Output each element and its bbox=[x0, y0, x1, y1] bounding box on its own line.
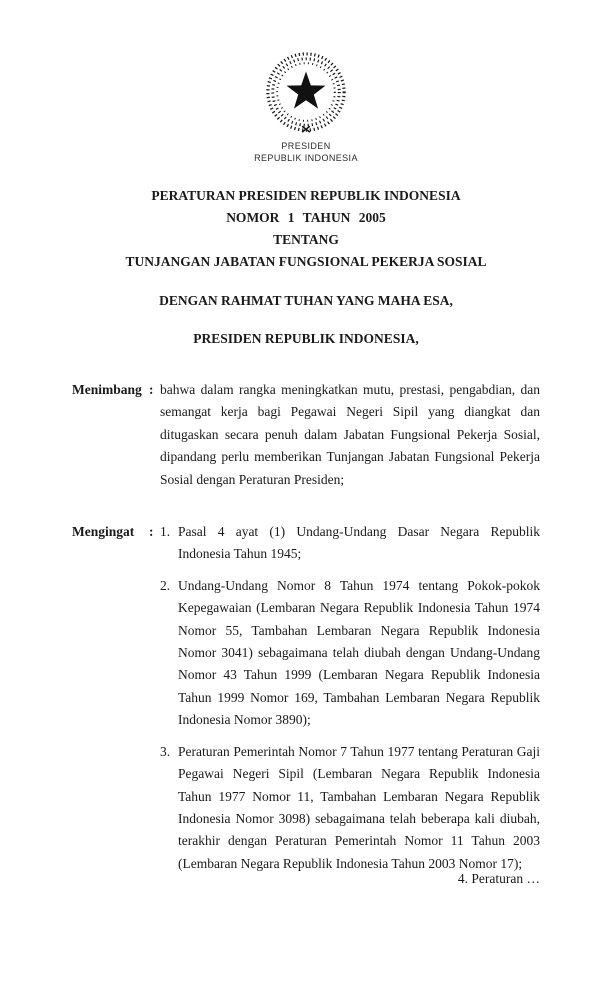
list-item bbox=[160, 575, 540, 732]
menimbang-colon: : bbox=[149, 382, 154, 397]
list-item-text: Undang-Undang Nomor 8 Tahun 1974 tentang Pokok-pokok Kepegawaian (Lembaran Negara Republik Indonesia Tahun 1974 Nomor 55, Tambahan Lembaran Negara Republik Indonesia Nomor 3041) sebagaimana telah diubah dengan Undang-Undang Nomor 43 Tahun 1999 (Lembaran Negara Republik Indonesia Tahun 1999 Nomor 169, Tambahan Lembaran Negara Republik Indonesia Nomor 3890); bbox=[178, 577, 540, 728]
menimbang-label-text: Menimbang bbox=[72, 382, 142, 397]
menimbang-body: bahwa dalam rangka meningkatkan mutu, prestasi, pengabdian, dan semangat kerja bagi Pegawai Negeri Sipil yang diangkat dan ditugaskan secara penuh dalam Jabatan Fungsional Pekerja Sosial, dipandang perlu memberikan Tunjangan Jabatan Fungsional Pekerja Sosial dengan Peraturan Presiden; bbox=[160, 382, 540, 487]
mengingat-label bbox=[72, 521, 160, 875]
header-caption-line2: REPUBLIK INDONESIA bbox=[254, 152, 358, 163]
list-item-text: Pasal 4 ayat (1) Undang-Undang Dasar Negara Republik Indonesia Tahun 1945; bbox=[178, 524, 540, 562]
header-caption-line1: PRESIDEN bbox=[281, 141, 331, 151]
list-item-text: Peraturan Pemerintah Nomor 7 Tahun 1977 tentang Peraturan Gaji Pegawai Negeri Sipil (Lembaran Negara Republik Indonesia Tahun 1977 Nomor 11, Tambahan Lembaran Negara Republik Indonesia Nomor 3098) sebagaimana telah beberapa kali diubah, terakhir dengan Peraturan Pemerintah Nomor 11 Tahun 2003 (Lembaran Negara Republik Indonesia Tahun 2003 Nomor 17); bbox=[178, 743, 540, 871]
list-item bbox=[160, 741, 540, 875]
title-line-tentang: TENTANG bbox=[273, 232, 339, 247]
list-item-number: 2. bbox=[160, 577, 171, 593]
catchword: 4. Peraturan … bbox=[457, 871, 540, 886]
title-block bbox=[0, 185, 612, 273]
section-mengingat bbox=[72, 521, 540, 875]
list-item-number: 1. bbox=[160, 524, 171, 540]
mengingat-label-text: Mengingat bbox=[72, 524, 135, 540]
title-line-number: NOMOR 1 TAHUN 2005 bbox=[226, 210, 386, 225]
presidential-star-wreath-icon bbox=[257, 50, 355, 136]
document-header bbox=[0, 50, 612, 164]
authority-line: PRESIDEN REPUBLIK INDONESIA, bbox=[193, 331, 419, 346]
section-menimbang bbox=[72, 379, 540, 491]
header-caption bbox=[0, 141, 612, 164]
title-line-subject: TUNJANGAN JABATAN FUNGSIONAL PEKERJA SOSIAL bbox=[125, 254, 487, 269]
invocation-line: DENGAN RAHMAT TUHAN YANG MAHA ESA, bbox=[159, 293, 453, 308]
title-line-regulation: PERATURAN PRESIDEN REPUBLIK INDONESIA bbox=[151, 188, 461, 203]
menimbang-label bbox=[72, 379, 160, 491]
list-item bbox=[160, 521, 540, 566]
mengingat-list bbox=[160, 521, 540, 875]
list-item-number: 3. bbox=[160, 743, 171, 759]
mengingat-colon: : bbox=[149, 524, 154, 540]
